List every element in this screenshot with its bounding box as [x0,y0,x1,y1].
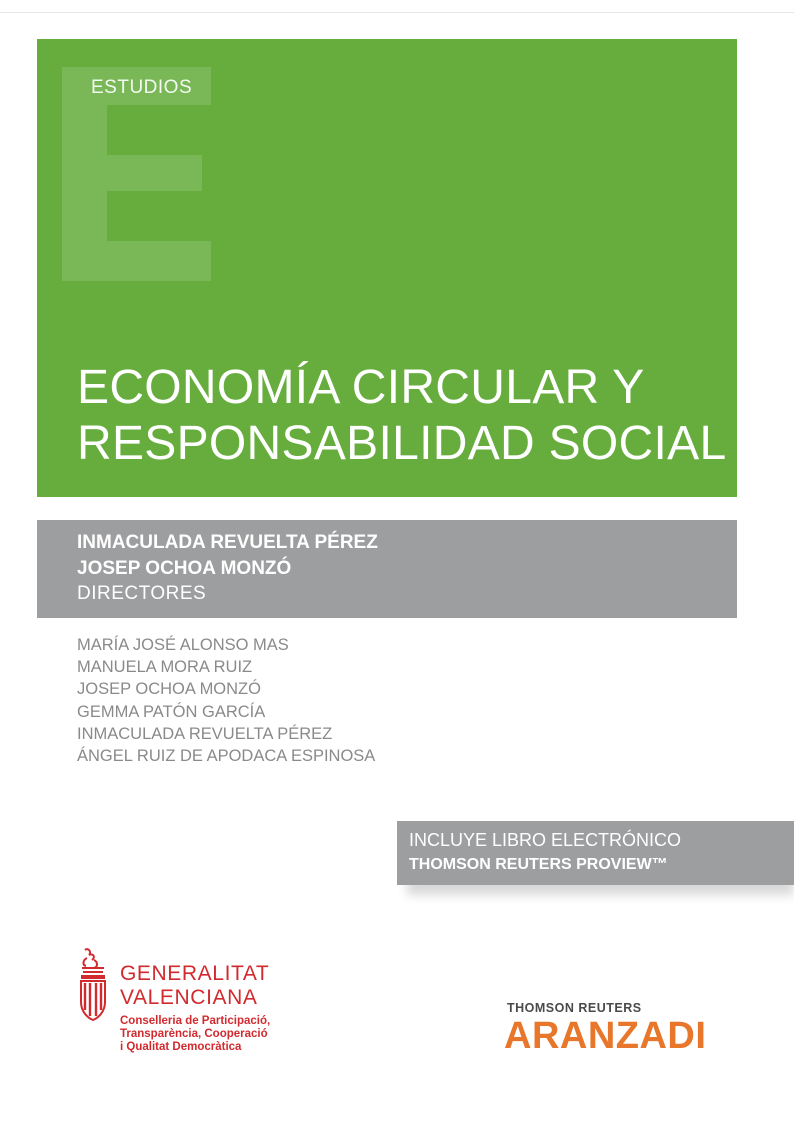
directors-label: DIRECTORES [77,583,207,604]
director-name-1: INMACULADA REVUELTA PÉREZ [77,532,378,553]
generalitat-department-line-1: Conselleria de Participació, [120,1015,271,1027]
generalitat-wordmark [120,962,269,1010]
author-name: MANUELA MORA RUIZ [77,658,253,677]
author-name: JOSEP OCHOA MONZÓ [77,680,261,699]
ebook-banner-line-1: INCLUYE LIBRO ELECTRÓNICO [409,830,682,850]
top-rule [0,12,794,13]
generalitat-department [120,1015,270,1054]
author-name: ÁNGEL RUIZ DE APODACA ESPINOSA [77,747,376,766]
author-name: MARÍA JOSÉ ALONSO MAS [77,636,289,654]
book-title [77,360,727,472]
generalitat-department-line-2: Transparència, Cooperació [120,1028,268,1040]
publisher-logo: ARANZADI [504,1015,707,1057]
series-letter-e-graphic [62,67,211,281]
generalitat-emblem-icon [76,946,110,1024]
author-name: GEMMA PATÓN GARCÍA [77,702,266,721]
generalitat-wordmark-line-2: VALENCIANA [120,986,258,1009]
series-label: ESTUDIOS [91,77,193,98]
ebook-banner-line-2: THOMSON REUTERS PROVIEW™ [409,856,668,873]
author-name: INMACULADA REVUELTA PÉREZ [77,724,333,743]
generalitat-department-line-3: i Qualitat Democràtica [120,1041,242,1053]
director-name-2: JOSEP OCHOA MONZÓ [77,558,292,579]
publisher-parent-label: THOMSON REUTERS [507,1001,642,1015]
generalitat-wordmark-line-1: GENERALITAT [120,962,270,985]
book-title-line-2: RESPONSABILIDAD SOCIAL [77,417,727,470]
authors-list [77,634,375,767]
book-title-line-1: ECONOMÍA CIRCULAR Y [77,361,645,414]
